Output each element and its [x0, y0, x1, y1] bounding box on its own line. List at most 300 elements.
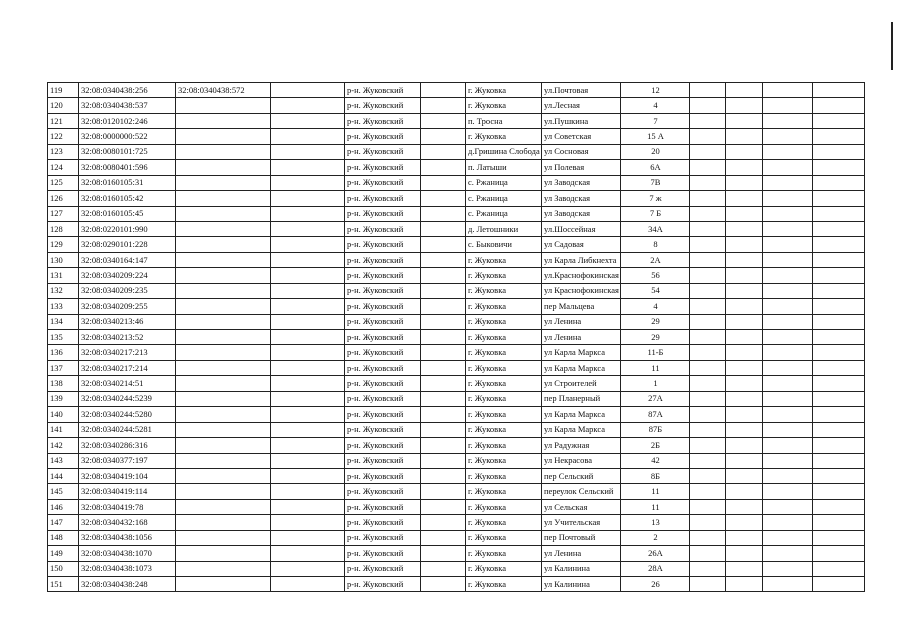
house-number-cell: 11 [621, 360, 690, 375]
linked-cadastral-number-cell [176, 422, 271, 437]
empty-col-13-cell [813, 221, 865, 236]
house-number-cell: 4 [621, 299, 690, 314]
empty-col-4-cell [271, 422, 345, 437]
linked-cadastral-number-cell [176, 499, 271, 514]
empty-col-6-cell [421, 314, 466, 329]
cadastral-number-cell: 32:08:0340438:1056 [79, 530, 176, 545]
table-row [48, 221, 865, 236]
empty-col-12-cell [763, 314, 813, 329]
house-number-cell: 11 [621, 484, 690, 499]
district-cell: р-н. Жуковский [345, 499, 421, 514]
table-row [48, 160, 865, 175]
settlement-cell: г. Жуковка [466, 345, 542, 360]
empty-col-11-cell [726, 345, 763, 360]
cadastral-number-cell: 32:08:0120102:246 [79, 113, 176, 128]
district-cell: р-н. Жуковский [345, 175, 421, 190]
empty-col-4-cell [271, 129, 345, 144]
empty-col-4-cell [271, 484, 345, 499]
street-cell: пер Сельский [542, 468, 621, 483]
cadastral-number-cell: 32:08:0340217:214 [79, 360, 176, 375]
empty-col-4-cell [271, 144, 345, 159]
house-number-cell: 7 Б [621, 206, 690, 221]
empty-col-13-cell [813, 360, 865, 375]
empty-col-12-cell [763, 530, 813, 545]
page-edge-mark [891, 22, 893, 70]
settlement-cell: г. Жуковка [466, 515, 542, 530]
cadastral-number-cell: 32:08:0340244:5280 [79, 407, 176, 422]
empty-col-13-cell [813, 83, 865, 98]
table-row [48, 422, 865, 437]
settlement-cell: г. Жуковка [466, 391, 542, 406]
empty-col-10-cell [690, 330, 726, 345]
district-cell: р-н. Жуковский [345, 268, 421, 283]
settlement-cell: г. Жуковка [466, 561, 542, 576]
district-cell: р-н. Жуковский [345, 453, 421, 468]
empty-col-4-cell [271, 453, 345, 468]
empty-col-6-cell [421, 191, 466, 206]
district-cell: р-н. Жуковский [345, 191, 421, 206]
row-number-cell: 139 [48, 391, 79, 406]
empty-col-4-cell [271, 499, 345, 514]
empty-col-13-cell [813, 191, 865, 206]
house-number-cell: 11 [621, 499, 690, 514]
empty-col-10-cell [690, 546, 726, 561]
empty-col-6-cell [421, 376, 466, 391]
district-cell: р-н. Жуковский [345, 330, 421, 345]
street-cell: ул.Пушкина [542, 113, 621, 128]
district-cell: р-н. Жуковский [345, 422, 421, 437]
empty-col-11-cell [726, 83, 763, 98]
empty-col-6-cell [421, 345, 466, 360]
district-cell: р-н. Жуковский [345, 546, 421, 561]
empty-col-12-cell [763, 221, 813, 236]
cadastral-number-cell: 32:08:0340209:224 [79, 268, 176, 283]
settlement-cell: г. Жуковка [466, 499, 542, 514]
empty-col-13-cell [813, 376, 865, 391]
linked-cadastral-number-cell [176, 577, 271, 592]
street-cell: ул Карла Маркса [542, 345, 621, 360]
cadastral-number-cell: 32:08:0340209:255 [79, 299, 176, 314]
empty-col-12-cell [763, 345, 813, 360]
empty-col-6-cell [421, 83, 466, 98]
row-number-cell: 146 [48, 499, 79, 514]
table-row [48, 283, 865, 298]
empty-col-10-cell [690, 561, 726, 576]
empty-col-11-cell [726, 499, 763, 514]
empty-col-13-cell [813, 175, 865, 190]
row-number-cell: 125 [48, 175, 79, 190]
empty-col-13-cell [813, 515, 865, 530]
empty-col-11-cell [726, 299, 763, 314]
district-cell: р-н. Жуковский [345, 407, 421, 422]
cadastral-number-cell: 32:08:0340209:235 [79, 283, 176, 298]
district-cell: р-н. Жуковский [345, 360, 421, 375]
empty-col-4-cell [271, 160, 345, 175]
settlement-cell: д.Гришина Слобода [466, 144, 542, 159]
empty-col-12-cell [763, 468, 813, 483]
cadastral-number-cell: 32:08:0080401:596 [79, 160, 176, 175]
linked-cadastral-number-cell [176, 221, 271, 236]
table-row [48, 391, 865, 406]
empty-col-13-cell [813, 206, 865, 221]
empty-col-10-cell [690, 299, 726, 314]
street-cell: ул Заводская [542, 206, 621, 221]
linked-cadastral-number-cell [176, 330, 271, 345]
empty-col-11-cell [726, 268, 763, 283]
settlement-cell: г. Жуковка [466, 438, 542, 453]
empty-col-12-cell [763, 561, 813, 576]
settlement-cell: г. Жуковка [466, 376, 542, 391]
linked-cadastral-number-cell: 32:08:0340438:572 [176, 83, 271, 98]
linked-cadastral-number-cell [176, 438, 271, 453]
table-row [48, 484, 865, 499]
table-row [48, 299, 865, 314]
empty-col-10-cell [690, 376, 726, 391]
linked-cadastral-number-cell [176, 268, 271, 283]
empty-col-10-cell [690, 577, 726, 592]
settlement-cell: с. Быковичи [466, 237, 542, 252]
empty-col-4-cell [271, 221, 345, 236]
empty-col-10-cell [690, 113, 726, 128]
linked-cadastral-number-cell [176, 468, 271, 483]
empty-col-10-cell [690, 129, 726, 144]
row-number-cell: 122 [48, 129, 79, 144]
district-cell: р-н. Жуковский [345, 237, 421, 252]
empty-col-4-cell [271, 314, 345, 329]
empty-col-13-cell [813, 160, 865, 175]
settlement-cell: г. Жуковка [466, 360, 542, 375]
table-row [48, 113, 865, 128]
empty-col-11-cell [726, 314, 763, 329]
empty-col-12-cell [763, 422, 813, 437]
row-number-cell: 145 [48, 484, 79, 499]
house-number-cell: 26 [621, 577, 690, 592]
table-row [48, 438, 865, 453]
empty-col-13-cell [813, 391, 865, 406]
empty-col-4-cell [271, 376, 345, 391]
empty-col-4-cell [271, 438, 345, 453]
empty-col-4-cell [271, 407, 345, 422]
empty-col-4-cell [271, 175, 345, 190]
street-cell: ул Ленина [542, 546, 621, 561]
property-registry-table [47, 82, 865, 592]
empty-col-4-cell [271, 268, 345, 283]
empty-col-10-cell [690, 407, 726, 422]
empty-col-11-cell [726, 376, 763, 391]
cadastral-number-cell: 32:08:0340164:147 [79, 252, 176, 267]
linked-cadastral-number-cell [176, 252, 271, 267]
house-number-cell: 87А [621, 407, 690, 422]
cadastral-number-cell: 32:08:0340213:52 [79, 330, 176, 345]
empty-col-12-cell [763, 252, 813, 267]
empty-col-10-cell [690, 314, 726, 329]
empty-col-12-cell [763, 515, 813, 530]
house-number-cell: 29 [621, 314, 690, 329]
row-number-cell: 127 [48, 206, 79, 221]
empty-col-12-cell [763, 83, 813, 98]
empty-col-10-cell [690, 468, 726, 483]
settlement-cell: г. Жуковка [466, 577, 542, 592]
row-number-cell: 126 [48, 191, 79, 206]
empty-col-4-cell [271, 391, 345, 406]
empty-col-6-cell [421, 283, 466, 298]
street-cell: ул Карла Маркса [542, 360, 621, 375]
cadastral-number-cell: 32:08:0340214:51 [79, 376, 176, 391]
empty-col-4-cell [271, 299, 345, 314]
empty-col-10-cell [690, 484, 726, 499]
house-number-cell: 8 [621, 237, 690, 252]
table-row [48, 237, 865, 252]
row-number-cell: 136 [48, 345, 79, 360]
linked-cadastral-number-cell [176, 515, 271, 530]
linked-cadastral-number-cell [176, 360, 271, 375]
table-row [48, 453, 865, 468]
empty-col-13-cell [813, 546, 865, 561]
empty-col-6-cell [421, 577, 466, 592]
empty-col-13-cell [813, 252, 865, 267]
table-row [48, 83, 865, 98]
empty-col-11-cell [726, 252, 763, 267]
empty-col-10-cell [690, 83, 726, 98]
cadastral-number-cell: 32:08:0340438:1070 [79, 546, 176, 561]
district-cell: р-н. Жуковский [345, 530, 421, 545]
empty-col-11-cell [726, 221, 763, 236]
street-cell: ул Ленина [542, 330, 621, 345]
settlement-cell: п. Тросна [466, 113, 542, 128]
cadastral-number-cell: 32:08:0340419:104 [79, 468, 176, 483]
table-row [48, 98, 865, 113]
row-number-cell: 132 [48, 283, 79, 298]
district-cell: р-н. Жуковский [345, 561, 421, 576]
empty-col-6-cell [421, 360, 466, 375]
linked-cadastral-number-cell [176, 391, 271, 406]
empty-col-11-cell [726, 468, 763, 483]
empty-col-13-cell [813, 484, 865, 499]
empty-col-12-cell [763, 283, 813, 298]
street-cell: ул Сосновая [542, 144, 621, 159]
street-cell: ул Радужная [542, 438, 621, 453]
empty-col-11-cell [726, 438, 763, 453]
table-row [48, 530, 865, 545]
empty-col-13-cell [813, 237, 865, 252]
house-number-cell: 29 [621, 330, 690, 345]
empty-col-4-cell [271, 237, 345, 252]
empty-col-11-cell [726, 391, 763, 406]
empty-col-6-cell [421, 515, 466, 530]
linked-cadastral-number-cell [176, 314, 271, 329]
empty-col-12-cell [763, 206, 813, 221]
settlement-cell: г. Жуковка [466, 453, 542, 468]
district-cell: р-н. Жуковский [345, 484, 421, 499]
row-number-cell: 138 [48, 376, 79, 391]
empty-col-10-cell [690, 422, 726, 437]
empty-col-12-cell [763, 484, 813, 499]
settlement-cell: г. Жуковка [466, 546, 542, 561]
row-number-cell: 130 [48, 252, 79, 267]
empty-col-4-cell [271, 330, 345, 345]
row-number-cell: 128 [48, 221, 79, 236]
empty-col-6-cell [421, 144, 466, 159]
empty-col-6-cell [421, 546, 466, 561]
empty-col-12-cell [763, 453, 813, 468]
table-row [48, 129, 865, 144]
row-number-cell: 143 [48, 453, 79, 468]
settlement-cell: г. Жуковка [466, 283, 542, 298]
settlement-cell: г. Жуковка [466, 422, 542, 437]
empty-col-11-cell [726, 453, 763, 468]
table-row [48, 175, 865, 190]
empty-col-10-cell [690, 360, 726, 375]
empty-col-13-cell [813, 577, 865, 592]
empty-col-11-cell [726, 175, 763, 190]
table-row [48, 252, 865, 267]
settlement-cell: г. Жуковка [466, 314, 542, 329]
empty-col-11-cell [726, 407, 763, 422]
district-cell: р-н. Жуковский [345, 577, 421, 592]
empty-col-10-cell [690, 438, 726, 453]
table-row [48, 314, 865, 329]
empty-col-10-cell [690, 499, 726, 514]
street-cell: ул.Почтовая [542, 83, 621, 98]
house-number-cell: 42 [621, 453, 690, 468]
table-row [48, 546, 865, 561]
settlement-cell: п. Латыши [466, 160, 542, 175]
empty-col-11-cell [726, 530, 763, 545]
district-cell: р-н. Жуковский [345, 98, 421, 113]
empty-col-11-cell [726, 98, 763, 113]
district-cell: р-н. Жуковский [345, 113, 421, 128]
linked-cadastral-number-cell [176, 453, 271, 468]
empty-col-10-cell [690, 191, 726, 206]
empty-col-4-cell [271, 345, 345, 360]
empty-col-6-cell [421, 499, 466, 514]
street-cell: ул Заводская [542, 175, 621, 190]
empty-col-6-cell [421, 299, 466, 314]
empty-col-13-cell [813, 144, 865, 159]
empty-col-6-cell [421, 113, 466, 128]
row-number-cell: 120 [48, 98, 79, 113]
street-cell: ул Краснофокинская [542, 283, 621, 298]
street-cell: ул Карла Либкнехта [542, 252, 621, 267]
empty-col-13-cell [813, 453, 865, 468]
street-cell: переулок Сельский [542, 484, 621, 499]
house-number-cell: 15 А [621, 129, 690, 144]
cadastral-number-cell: 32:08:0290101:228 [79, 237, 176, 252]
row-number-cell: 135 [48, 330, 79, 345]
street-cell: ул Калинина [542, 577, 621, 592]
empty-col-11-cell [726, 144, 763, 159]
empty-col-11-cell [726, 484, 763, 499]
empty-col-4-cell [271, 546, 345, 561]
linked-cadastral-number-cell [176, 144, 271, 159]
district-cell: р-н. Жуковский [345, 314, 421, 329]
empty-col-12-cell [763, 299, 813, 314]
district-cell: р-н. Жуковский [345, 206, 421, 221]
empty-col-13-cell [813, 422, 865, 437]
settlement-cell: г. Жуковка [466, 468, 542, 483]
table-row [48, 144, 865, 159]
empty-col-6-cell [421, 206, 466, 221]
empty-col-11-cell [726, 206, 763, 221]
empty-col-4-cell [271, 360, 345, 375]
house-number-cell: 6А [621, 160, 690, 175]
empty-col-6-cell [421, 407, 466, 422]
cadastral-number-cell: 32:08:0160105:45 [79, 206, 176, 221]
linked-cadastral-number-cell [176, 530, 271, 545]
house-number-cell: 12 [621, 83, 690, 98]
street-cell: ул Некрасова [542, 453, 621, 468]
empty-col-12-cell [763, 191, 813, 206]
street-cell: ул Ленина [542, 314, 621, 329]
empty-col-11-cell [726, 422, 763, 437]
empty-col-13-cell [813, 314, 865, 329]
row-number-cell: 150 [48, 561, 79, 576]
row-number-cell: 137 [48, 360, 79, 375]
empty-col-10-cell [690, 160, 726, 175]
empty-col-6-cell [421, 438, 466, 453]
table-row [48, 468, 865, 483]
empty-col-11-cell [726, 237, 763, 252]
empty-col-11-cell [726, 113, 763, 128]
house-number-cell: 8Б [621, 468, 690, 483]
empty-col-13-cell [813, 98, 865, 113]
empty-col-12-cell [763, 577, 813, 592]
empty-col-4-cell [271, 577, 345, 592]
house-number-cell: 2А [621, 252, 690, 267]
linked-cadastral-number-cell [176, 376, 271, 391]
row-number-cell: 142 [48, 438, 79, 453]
row-number-cell: 124 [48, 160, 79, 175]
empty-col-11-cell [726, 283, 763, 298]
row-number-cell: 147 [48, 515, 79, 530]
empty-col-11-cell [726, 577, 763, 592]
linked-cadastral-number-cell [176, 345, 271, 360]
empty-col-10-cell [690, 515, 726, 530]
empty-col-6-cell [421, 98, 466, 113]
empty-col-10-cell [690, 530, 726, 545]
cadastral-number-cell: 32:08:0080101:725 [79, 144, 176, 159]
empty-col-13-cell [813, 113, 865, 128]
table-row [48, 407, 865, 422]
table-row [48, 376, 865, 391]
house-number-cell: 1 [621, 376, 690, 391]
district-cell: р-н. Жуковский [345, 345, 421, 360]
table-row [48, 206, 865, 221]
empty-col-4-cell [271, 283, 345, 298]
table-row [48, 345, 865, 360]
row-number-cell: 144 [48, 468, 79, 483]
empty-col-11-cell [726, 129, 763, 144]
empty-col-4-cell [271, 561, 345, 576]
linked-cadastral-number-cell [176, 129, 271, 144]
settlement-cell: г. Жуковка [466, 484, 542, 499]
linked-cadastral-number-cell [176, 113, 271, 128]
empty-col-6-cell [421, 330, 466, 345]
cadastral-number-cell: 32:08:0340244:5239 [79, 391, 176, 406]
empty-col-12-cell [763, 160, 813, 175]
district-cell: р-н. Жуковский [345, 391, 421, 406]
empty-col-10-cell [690, 206, 726, 221]
registry-body [48, 83, 865, 592]
row-number-cell: 134 [48, 314, 79, 329]
row-number-cell: 149 [48, 546, 79, 561]
empty-col-13-cell [813, 438, 865, 453]
street-cell: ул.Краснофокинская [542, 268, 621, 283]
empty-col-12-cell [763, 268, 813, 283]
settlement-cell: г. Жуковка [466, 299, 542, 314]
street-cell: пер Планерный [542, 391, 621, 406]
settlement-cell: г. Жуковка [466, 98, 542, 113]
